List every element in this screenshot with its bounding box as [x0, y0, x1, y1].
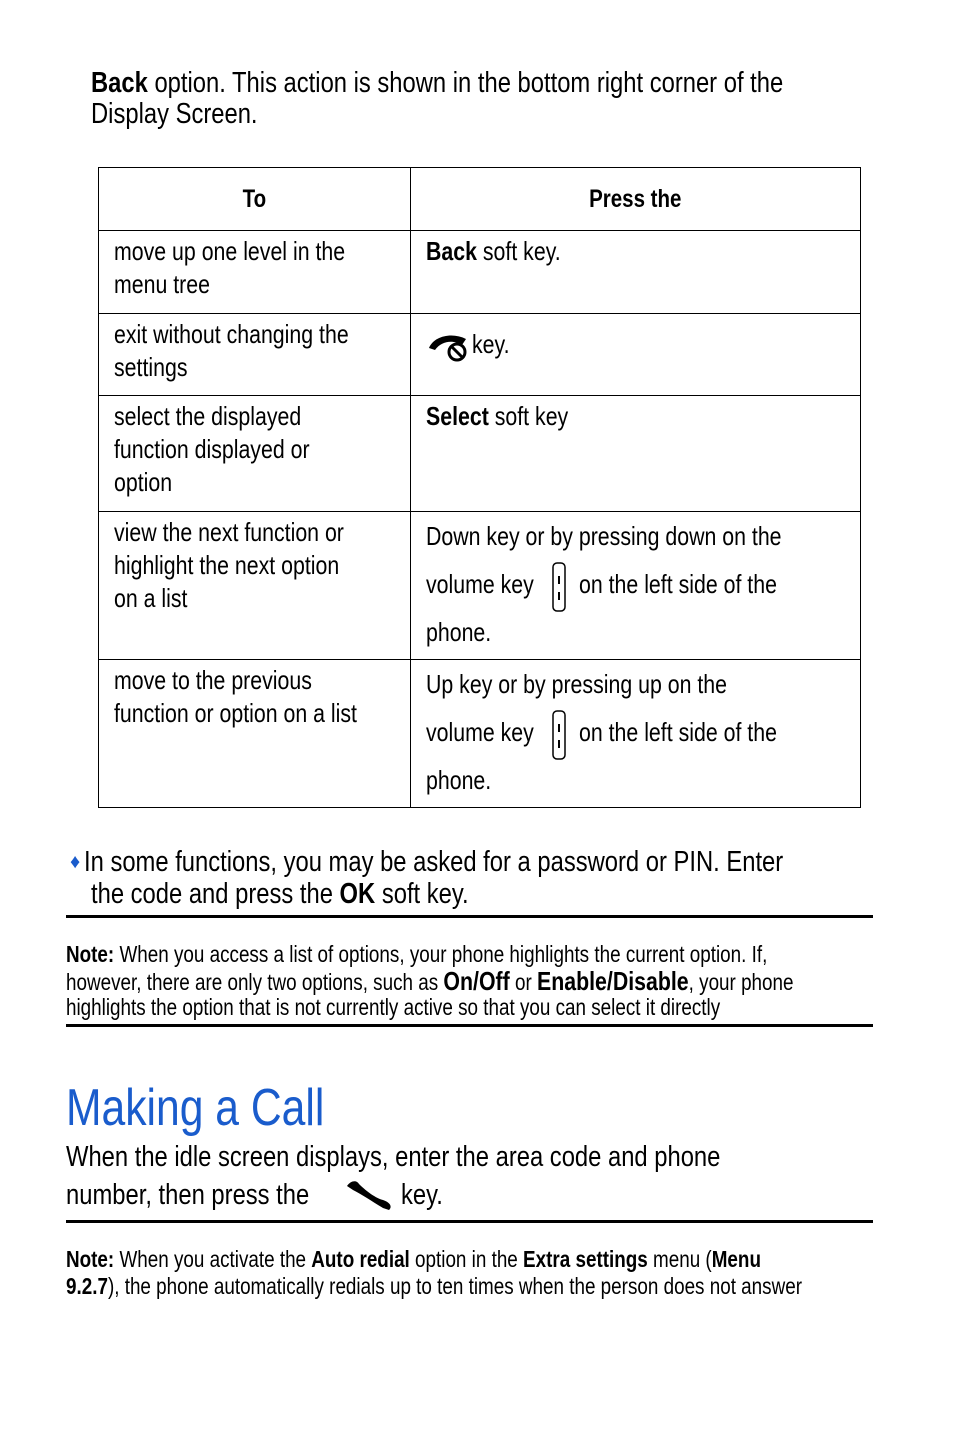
back-label: Back: [91, 67, 148, 99]
end-call-icon: [426, 330, 472, 362]
key-actions-table: [98, 167, 861, 808]
bullet-paragraph: ♦ In some functions, you may be asked for a password or PIN. Enter the code and press the OK soft key.: [70, 846, 784, 910]
note-auto-redial: Note: When you activate the Auto redial option in the Extra settings menu (Menu 9.2.7), the phone automatically redials up to ten times when the person does not answer: [66, 1246, 802, 1299]
note-options: Note: When you access a list of options, your phone highlights the current option. If, however, there are only two options, such as On/Off or Enable/Disable, your phone highlights the option that is not currently active so that you can select it directly: [66, 941, 794, 1020]
divider: [66, 915, 873, 918]
table-row: move to the previous function or option on a list Up key or by pressing up on the volume key on the left side of the phone.: [99, 660, 861, 808]
diamond-bullet-icon: ♦: [70, 851, 81, 873]
ok-label: OK: [339, 878, 376, 910]
header-press: Press the: [411, 168, 861, 231]
volume-key-icon: [551, 562, 567, 612]
table-row: select the displayed function displayed or option Select soft key: [99, 396, 861, 512]
making-call-paragraph: When the idle screen displays, enter the area code and phone number, then press the key.: [66, 1138, 864, 1214]
divider: [66, 1024, 873, 1027]
divider: [66, 1220, 873, 1223]
send-call-icon: [343, 1176, 395, 1214]
volume-key-icon: [551, 710, 567, 760]
section-title: Making a Call: [66, 1079, 325, 1137]
note-label: Note:: [66, 1246, 115, 1272]
table-header-row: [99, 168, 861, 231]
table-row: move up one level in the menu tree Back soft key.: [99, 231, 861, 314]
header-to: To: [99, 168, 411, 231]
note-label: Note:: [66, 941, 115, 967]
intro-paragraph: Back option. This action is shown in the bottom right corner of the Display Screen.: [91, 67, 784, 130]
table-row: exit without changing the settings key.: [99, 314, 861, 396]
table-row: view the next function or highlight the next option on a list Down key or by pressing down on the volume key on the left side of the phone.: [99, 512, 861, 660]
